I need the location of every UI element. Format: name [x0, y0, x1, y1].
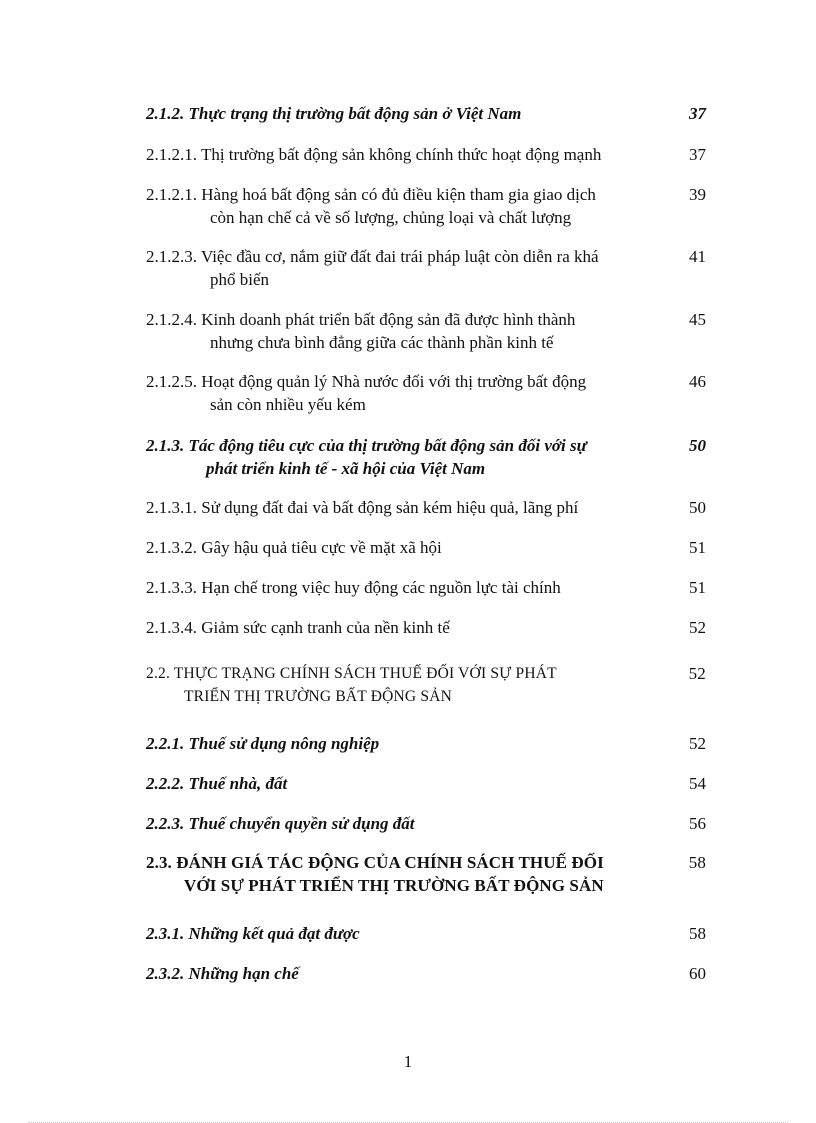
toc-entry-2-1-2-3: [146, 245, 706, 291]
toc-entry-2-1-3-3: [146, 576, 706, 599]
toc-entry-title: 2.2. THỰC TRẠNG CHÍNH SÁCH THUẾ ĐỐI VỚI SỰ PHÁT: [146, 665, 557, 682]
toc-entry-title: 2.1.2.3. Việc đầu cơ, nắm giữ đất đai trái pháp luật còn diễn ra khá: [146, 247, 599, 266]
toc-entry-2-1-3-2: [146, 536, 706, 559]
toc-entry-title: 2.1.3.4. Giảm sức cạnh tranh của nền kinh tế: [146, 618, 450, 637]
toc-entry-title: 2.1.2. Thực trạng thị trường bất động sản ở Việt Nam: [146, 104, 522, 123]
toc-entry-title: 2.1.3.3. Hạn chế trong việc huy động các nguồn lực tài chính: [146, 578, 561, 597]
toc-page-number: 52: [688, 664, 706, 683]
toc-page-number: 41: [689, 247, 706, 266]
toc-entry-title: 2.3.2. Những hạn chế: [146, 964, 299, 983]
toc-page-number: 45: [689, 310, 706, 329]
toc-entry-2-1-2-4: [146, 308, 706, 354]
toc-page-number: 60: [689, 964, 706, 983]
toc-entry-title: 2.3.1. Những kết quả đạt được: [146, 924, 360, 943]
toc-entry-2-1-3-4: [146, 616, 706, 639]
toc-entry-title: 2.2.3. Thuế chuyển quyền sử dụng đất: [146, 814, 415, 833]
toc-page-number: 50: [689, 498, 706, 517]
toc-page-number: 37: [689, 145, 706, 164]
toc-page-number: 37: [689, 104, 706, 123]
toc-page-number: 58: [688, 853, 706, 872]
toc-entry-title-cont: phát triển kinh tế - xã hội của Việt Nam: [206, 459, 486, 478]
toc-entry-title: 2.1.3.2. Gây hậu quả tiêu cực về mặt xã hội: [146, 538, 442, 557]
toc-page-number: 56: [689, 814, 706, 833]
toc-page-number: 52: [689, 618, 706, 637]
toc-page-number: 39: [689, 185, 706, 204]
footer-page-number: 1: [403, 1052, 413, 1071]
toc-entry-title-cont: nhưng chưa bình đẳng giữa các thành phần kinh tế: [210, 333, 554, 352]
toc-page-number: 52: [689, 734, 706, 753]
toc-entry-title: 2.1.3. Tác động tiêu cực của thị trường bất động sản đối với sự: [146, 436, 587, 455]
toc-entry-title: 2.1.2.1. Hàng hoá bất động sản có đủ điều kiện tham gia giao dịch: [146, 185, 596, 204]
toc-entry-title: 2.2.2. Thuế nhà, đất: [146, 774, 288, 793]
toc-page-number: 54: [689, 774, 706, 793]
toc-entry-title: 2.1.3.1. Sử dụng đất đai và bất động sản kém hiệu quả, lãng phí: [146, 498, 579, 517]
toc-page-number: 58: [689, 924, 706, 943]
toc-entry-2-2-3: [146, 812, 706, 835]
toc-entry-title-cont: VỚI SỰ PHÁT TRIỂN THỊ TRƯỜNG BẤT ĐỘNG SẢN: [184, 876, 604, 895]
toc-entry-2-3-1: [146, 922, 706, 945]
toc-entry-2-1-3: [146, 434, 706, 480]
toc-entry-2-1-2: [146, 102, 706, 125]
toc-entry-2-1-2-1b: [146, 183, 706, 229]
toc-entry-title: 2.2.1. Thuế sử dụng nông nghiệp: [146, 734, 380, 753]
toc-page-number: 51: [689, 538, 706, 557]
toc-entry-title-cont: TRIỂN THỊ TRƯỜNG BẤT ĐỘNG SẢN: [184, 688, 452, 705]
toc-entry-2-3: [146, 851, 706, 897]
toc-entry-title-cont: sản còn nhiều yếu kém: [210, 395, 366, 414]
toc-page-number: 46: [689, 372, 706, 391]
toc-page-number: 50: [689, 436, 706, 455]
toc-entry-title: 2.1.2.1. Thị trường bất động sản không chính thức hoạt động mạnh: [146, 145, 602, 164]
toc-entry-title: 2.3. ĐÁNH GIÁ TÁC ĐỘNG CỦA CHÍNH SÁCH THUẾ ĐỐI: [146, 853, 604, 872]
toc-entry-2-1-3-1: [146, 496, 706, 519]
toc-entry-2-2-1: [146, 732, 706, 755]
toc-entry-2-2: [146, 662, 706, 708]
toc-entry-title: 2.1.2.5. Hoạt động quản lý Nhà nước đối với thị trường bất động: [146, 372, 587, 391]
toc-entry-title: 2.1.2.4. Kinh doanh phát triển bất động sản đã được hình thành: [146, 310, 576, 329]
toc-entry-2-1-2-5: [146, 370, 706, 416]
toc-entry-2-2-2: [146, 772, 706, 795]
toc-entry-title-cont: còn hạn chế cả về số lượng, chủng loại và chất lượng: [210, 208, 572, 227]
toc-entry-2-3-2: [146, 962, 706, 985]
toc-page-number: 51: [689, 578, 706, 597]
toc-entry-2-1-2-1: [146, 143, 706, 166]
toc-entry-title-cont: phổ biến: [210, 270, 270, 289]
